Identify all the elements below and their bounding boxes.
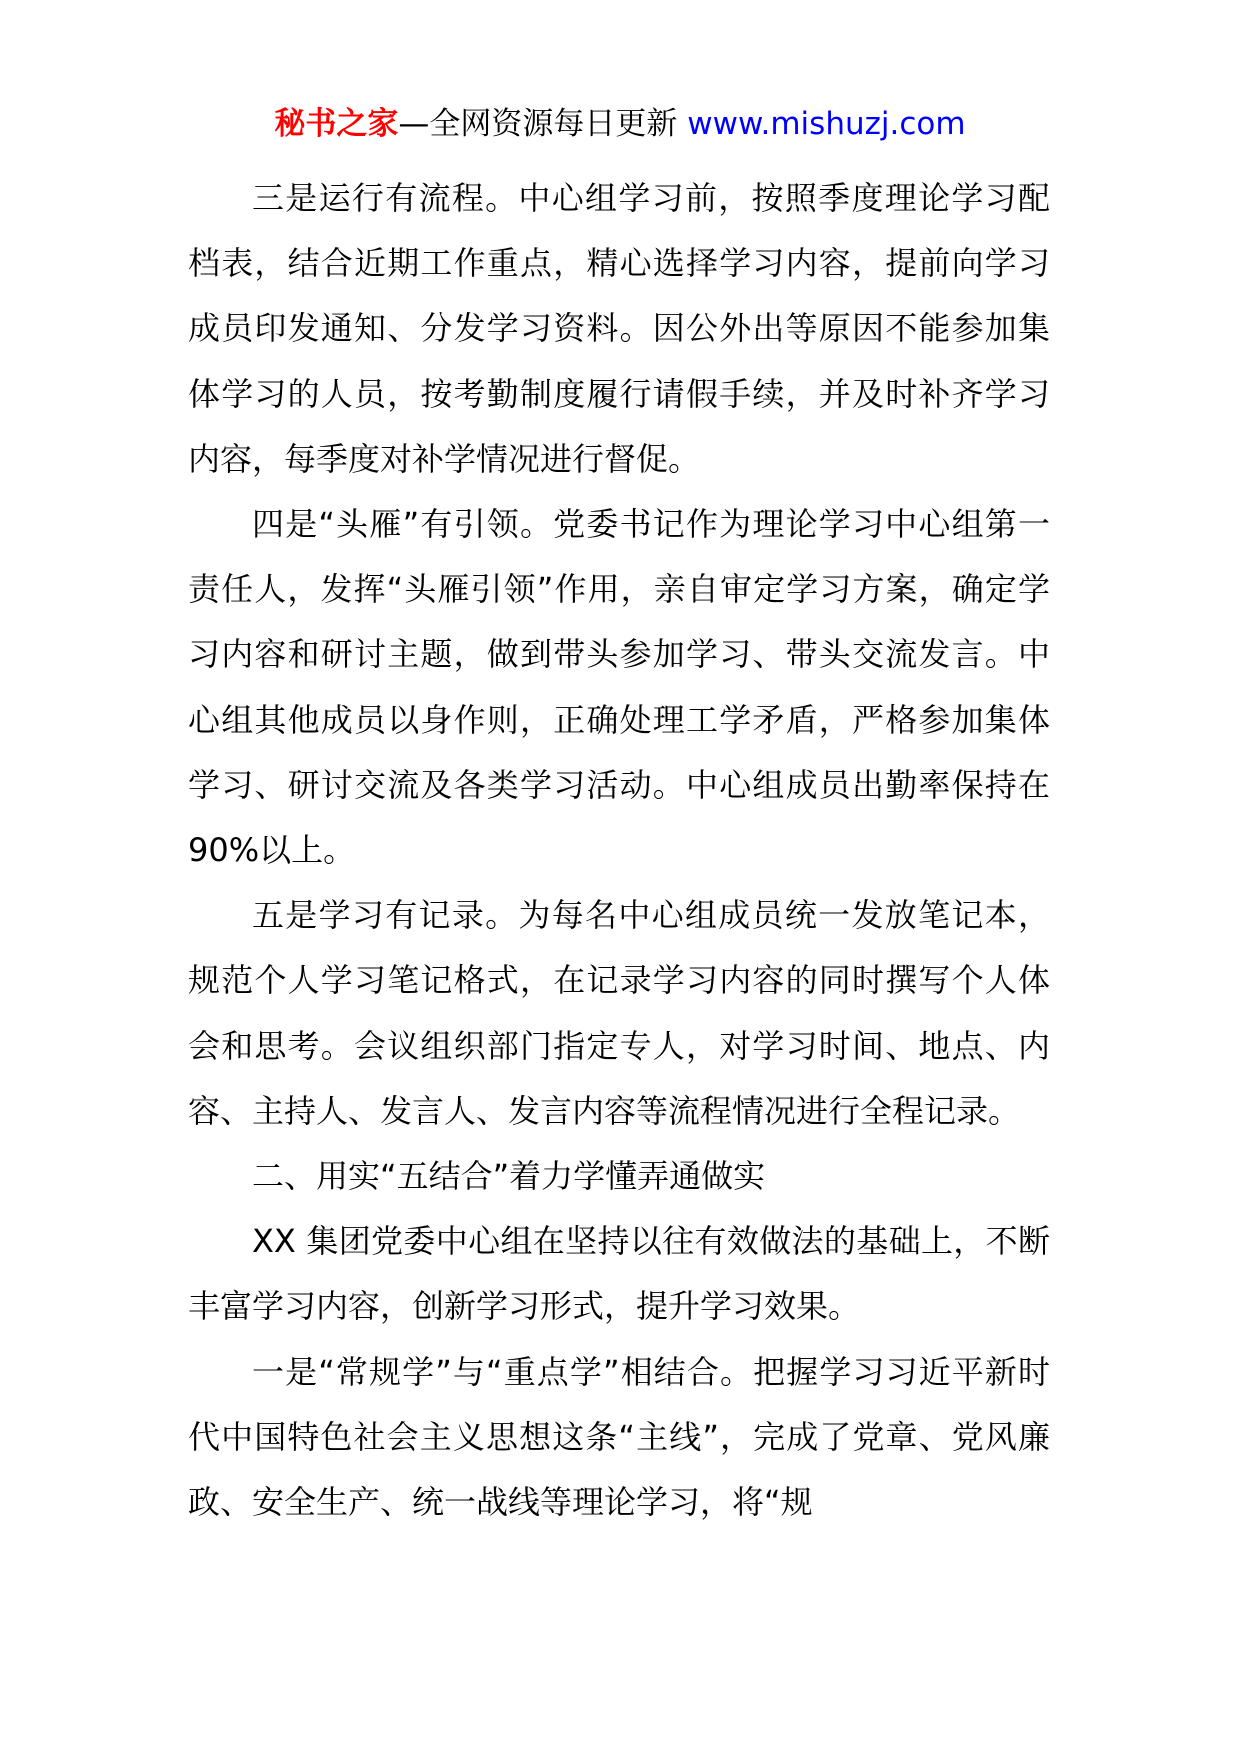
- paragraph-leadership: 四是“头雁”有引领。党委书记作为理论学习中心组第一责任人，发挥“头雁引领”作用，亲自审定学习方案，确定学习内容和研讨主题，做到带头参加学习、带头交流发言。中心组其他成员以身作则，正确处理工学矛盾，严格参加集体学习、研讨交流及各类学习活动。中心组成员出勤率保持在 90%以上。: [188, 505, 1050, 870]
- paragraph-operation-process: 三是运行有流程。中心组学习前，按照季度理论学习配档表，结合近期工作重点，精心选择学习内容，提前向学习成员印发通知、分发学习资料。因公外出等原因不能参加集体学习的人员，按考勤制度履行请假手续，并及时补齐学习内容，每季度对补学情况进行督促。: [188, 179, 1050, 478]
- paragraph-routine-and-key-study: 一是“常规学”与“重点学”相结合。把握学习习近平新时代中国特色社会主义思想这条“主线”，完成了党章、党风廉政、安全生产、统一战线等理论学习，将“规: [188, 1352, 1050, 1522]
- site-tagline: —全网资源每日更新: [398, 106, 688, 142]
- paragraph-records: 五是学习有记录。为每名中心组成员统一发放笔记本，规范个人学习笔记格式，在记录学习内容的同时撰写个人体会和思考。会议组织部门指定专人，对学习时间、地点、内容、主持人、发言人、发言内容等流程情况进行全程记录。: [188, 896, 1050, 1130]
- paragraph-group-intro: XX 集团党委中心组在坚持以往有效做法的基础上，不断丰富学习内容，创新学习形式，提升学习效果。: [188, 1222, 1050, 1326]
- site-brand-name: 秘书之家: [274, 106, 399, 142]
- site-url-link[interactable]: www.mishuzj.com: [687, 106, 966, 142]
- document-body: [188, 166, 1050, 1535]
- section-heading-five-combinations: 二、用实“五结合”着力学懂弄通做实: [252, 1157, 766, 1196]
- site-header-banner: [0, 102, 1240, 146]
